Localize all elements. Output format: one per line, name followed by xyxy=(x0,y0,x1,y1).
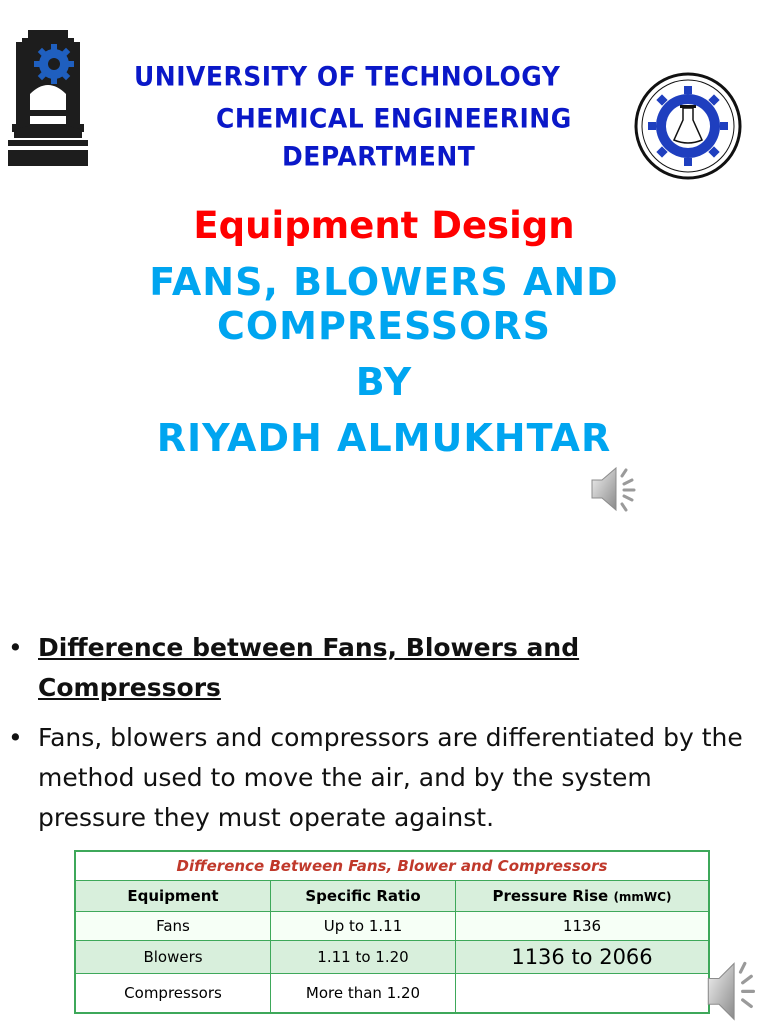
cell-specific-ratio: 1.11 to 1.20 xyxy=(271,941,456,974)
cell-equipment: Fans xyxy=(75,912,271,941)
bullet-marker: • xyxy=(8,633,23,662)
department-seal-logo xyxy=(626,72,750,180)
pressure-unit: (mmWC) xyxy=(613,890,672,904)
cell-pressure-rise: 1136 xyxy=(456,912,710,941)
cell-specific-ratio: Up to 1.11 xyxy=(271,912,456,941)
bullet-body xyxy=(8,718,763,838)
bullet-marker: • xyxy=(8,723,23,752)
header-specific-ratio: Specific Ratio xyxy=(271,881,456,912)
cell-specific-ratio: More than 1.20 xyxy=(271,974,456,1014)
author-name: RIYADH ALMUKHTAR xyxy=(156,416,612,460)
table-header-row xyxy=(75,881,709,912)
department-name: CHEMICAL ENGINEERING xyxy=(216,103,572,134)
header-pressure-rise-label: Pressure Rise xyxy=(492,887,609,905)
header-equipment: Equipment xyxy=(75,881,271,912)
department-label: DEPARTMENT xyxy=(282,141,476,172)
header-pressure-rise xyxy=(456,881,710,912)
course-title: Equipment Design xyxy=(193,204,575,247)
speaker-icon[interactable] xyxy=(588,462,642,516)
bullet-heading xyxy=(8,628,763,708)
table-caption: Difference Between Fans, Blower and Compressors xyxy=(75,851,709,881)
cell-equipment: Compressors xyxy=(75,974,271,1014)
comparison-table xyxy=(74,850,710,1014)
cell-pressure-rise: 1136 to 2066 xyxy=(456,941,710,974)
university-logo xyxy=(6,30,90,170)
university-name: UNIVERSITY OF TECHNOLOGY xyxy=(134,61,561,92)
topic-title-line2: COMPRESSORS xyxy=(216,304,552,348)
speaker-icon[interactable] xyxy=(704,950,762,1022)
bullet-body-text: Fans, blowers and compressors are differentiated by the method used to move the air, and by the system pressure they must operate against. xyxy=(38,723,743,832)
cell-equipment: Blowers xyxy=(75,941,271,974)
bullet-heading-text: Difference between Fans, Blowers and Compressors xyxy=(38,633,580,702)
cell-pressure-rise xyxy=(456,974,710,1014)
topic-title-line1: FANS, BLOWERS AND xyxy=(149,260,619,304)
table-row xyxy=(75,974,709,1014)
by-label: BY xyxy=(355,360,413,404)
table-row xyxy=(75,941,709,974)
table-row xyxy=(75,912,709,941)
